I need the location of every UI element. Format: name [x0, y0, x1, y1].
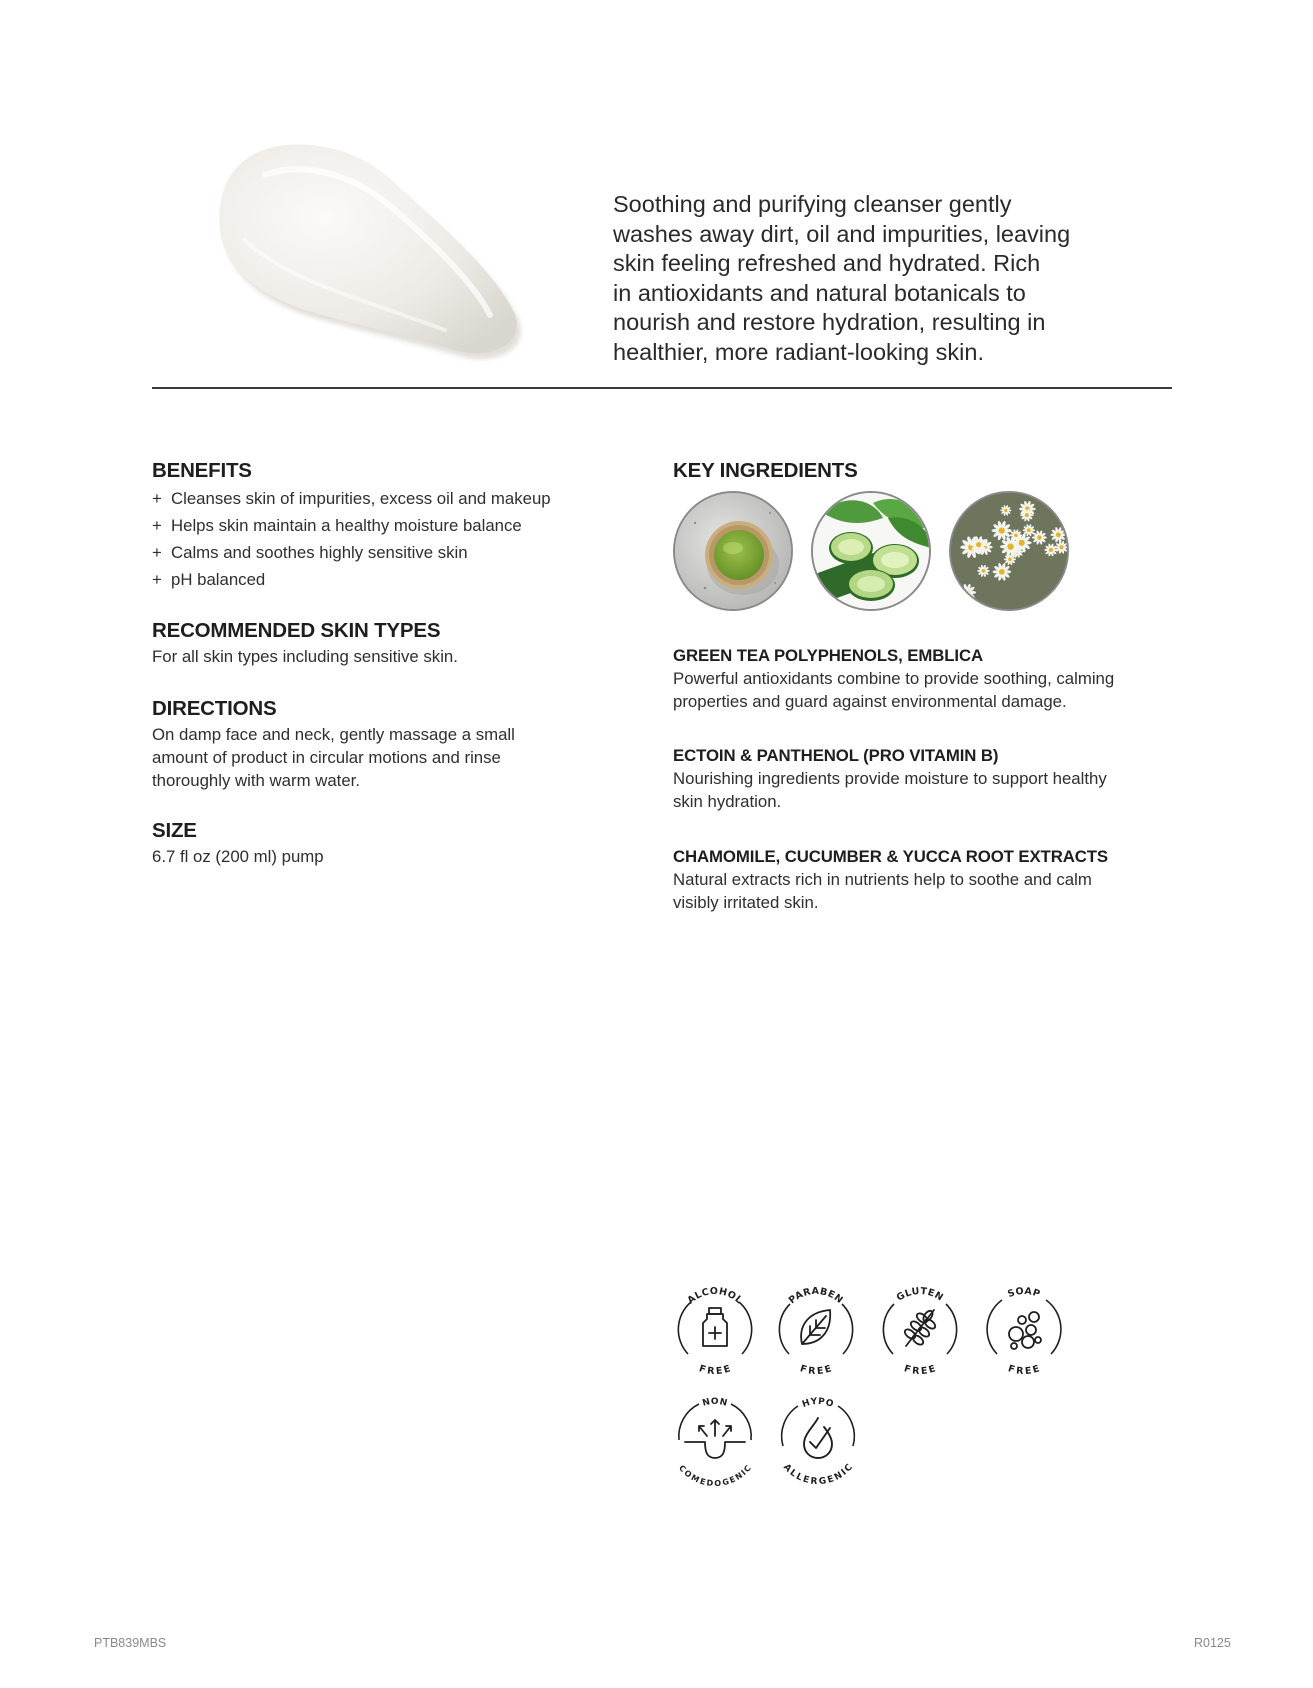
badge-top-label: ALCOHOL	[685, 1285, 745, 1307]
intro-line: nourish and restore hydration, resulting in	[613, 309, 1046, 335]
gluten-free-badge	[872, 1280, 968, 1376]
bullet-plus: +	[152, 543, 162, 562]
bullet-plus: +	[152, 489, 162, 508]
benefit-text: pH balanced	[171, 570, 266, 589]
list-item	[152, 485, 612, 512]
footer-code-left: PTB839MBS	[94, 1636, 167, 1650]
svg-text:GLUTEN	[895, 1286, 945, 1304]
benefit-text: Cleanses skin of impurities, excess oil and makeup	[171, 489, 551, 508]
cream-swatch-image	[205, 130, 545, 370]
svg-text:FREE	[698, 1363, 733, 1376]
pore-icon	[685, 1420, 745, 1458]
ingredient-title: GREEN TEA POLYPHENOLS, EMBLICA	[673, 646, 983, 665]
svg-text:FREE	[1007, 1363, 1042, 1376]
alcohol-free-badge	[667, 1280, 763, 1376]
ingredient-item	[673, 646, 1193, 713]
intro-line: Soothing and purifying cleanser gently	[613, 191, 1012, 217]
badge-top-label: GLUTEN	[894, 1285, 946, 1304]
ingredient-title: ECTOIN & PANTHENOL (PRO VITAMIN B)	[673, 746, 999, 765]
badge-top-label: PARABEN	[786, 1285, 846, 1307]
ingredient-line: skin hydration.	[673, 792, 782, 811]
soap-free-badge	[976, 1280, 1072, 1376]
bullet-plus: +	[152, 516, 162, 535]
svg-text:SOAP	[1006, 1286, 1042, 1300]
intro-paragraph	[613, 190, 1133, 367]
svg-text:PARABEN	[787, 1286, 845, 1306]
ingredient-item	[673, 746, 1193, 813]
benefits-section	[152, 459, 612, 593]
intro-line: healthier, more radiant-looking skin.	[613, 338, 984, 365]
benefits-heading: BENEFITS	[152, 459, 252, 482]
list-item	[152, 512, 612, 539]
benefit-text: Helps skin maintain a healthy moisture balance	[171, 516, 522, 535]
svg-text:HYPO	[801, 1397, 835, 1410]
intro-line: in antioxidants and natural botanicals to	[613, 279, 1026, 306]
intro-line: skin feeling refreshed and hydrated. Rich	[613, 250, 1041, 276]
cucumber-image	[811, 491, 931, 611]
directions-line: On damp face and neck, gently massage a small	[152, 725, 515, 744]
svg-text:FREE	[903, 1363, 938, 1376]
directions-text	[152, 723, 612, 792]
footer-code-right: R0125	[1194, 1636, 1231, 1650]
svg-text:FREE	[799, 1363, 834, 1376]
chamomile-image	[949, 491, 1069, 611]
directions-heading: DIRECTIONS	[152, 697, 277, 720]
size-section	[152, 819, 612, 868]
ingredient-line: visibly irritated skin.	[673, 893, 819, 912]
badge-top-label: NON	[701, 1397, 729, 1409]
list-item	[152, 539, 612, 566]
wheat-icon	[903, 1309, 937, 1346]
directions-section	[152, 697, 612, 792]
badge-bottom-label: ALLERGENIC	[780, 1462, 856, 1486]
svg-text:NON	[701, 1397, 728, 1409]
benefits-list	[152, 485, 612, 593]
key-ingredients-heading: KEY INGREDIENTS	[673, 459, 858, 482]
size-text: 6.7 fl oz (200 ml) pump	[152, 847, 324, 866]
ingredient-description	[673, 868, 1233, 914]
benefit-text: Calms and soothes highly sensitive skin	[171, 543, 468, 562]
bubbles-icon	[1009, 1312, 1041, 1349]
svg-text:ALLERGENIC	[781, 1462, 855, 1486]
non-comedogenic-badge	[667, 1390, 763, 1486]
badge-bottom-label: COMEDOGENIC	[676, 1463, 754, 1486]
list-item	[152, 566, 612, 593]
svg-text:ALCOHOL	[686, 1286, 745, 1306]
ingredient-line: Nourishing ingredients provide moisture to support healthy	[673, 769, 1107, 788]
ingredient-line: properties and guard against environmental damage.	[673, 692, 1067, 711]
divider-rule	[152, 387, 1172, 389]
ingredient-line: Powerful antioxidants combine to provide soothing, calming	[673, 669, 1115, 688]
skin-types-text: For all skin types including sensitive skin.	[152, 647, 458, 666]
matcha-tea-image	[673, 491, 793, 611]
skin-types-section	[152, 619, 612, 668]
leaf-icon	[801, 1310, 830, 1344]
directions-line: thoroughly with warm water.	[152, 771, 360, 790]
ingredient-description	[673, 767, 1193, 813]
bullet-plus: +	[152, 570, 162, 589]
skin-types-heading: RECOMMENDED SKIN TYPES	[152, 619, 441, 642]
badge-bottom-label: FREE	[1006, 1363, 1042, 1376]
hypoallergenic-badge	[770, 1390, 866, 1486]
ingredient-item	[673, 847, 1233, 914]
badge-top-label: SOAP	[1006, 1285, 1042, 1301]
size-heading: SIZE	[152, 819, 197, 842]
svg-text:COMEDOGENIC	[677, 1463, 753, 1486]
bottle-icon	[703, 1308, 727, 1346]
ingredient-description	[673, 667, 1193, 713]
badge-bottom-label: FREE	[697, 1363, 733, 1376]
drop-check-icon	[804, 1418, 832, 1458]
ingredient-line: Natural extracts rich in nutrients help to soothe and calm	[673, 870, 1092, 889]
intro-line: washes away dirt, oil and impurities, leaving	[613, 220, 1071, 247]
badge-top-label: HYPO	[801, 1396, 835, 1410]
directions-line: amount of product in circular motions and rinse	[152, 748, 501, 767]
badge-bottom-label: FREE	[798, 1363, 834, 1376]
ingredient-title: CHAMOMILE, CUCUMBER & YUCCA ROOT EXTRACTS	[673, 847, 1109, 866]
badge-bottom-label: FREE	[902, 1363, 938, 1376]
paraben-free-badge	[768, 1280, 864, 1376]
